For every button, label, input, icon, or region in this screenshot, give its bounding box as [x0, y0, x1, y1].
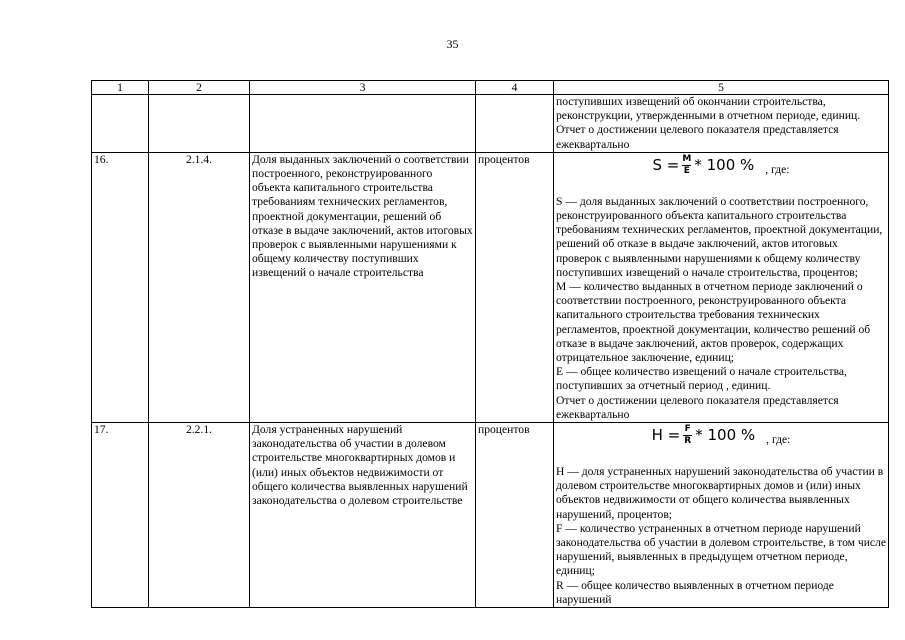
indicator-name: Доля устраненных нарушений законодательства об участии в долевом строительстве многоквартирных домов и (или) иных объектов недвижимости от общего количества выявленных нарушений законодательства о долевом строительстве: [250, 423, 476, 608]
method-paragraph: Отчет о достижении целевого показателя представляется ежеквартально: [556, 393, 839, 421]
table-header-row: [92, 81, 889, 95]
row-number: [92, 95, 149, 153]
method-paragraph: M — количество выданных в отчетном периоде заключений о соответствии построенного, реконструированного объекта капитального строительства требования технических регламентов, проектной документации, количество решений об отказе в выдаче заключений, актов проверок, содержащих отрицательное заключение, единиц;: [556, 280, 871, 365]
indicator-unit: процентов: [476, 152, 554, 422]
table-row: [92, 423, 889, 608]
row-number: 16.: [92, 152, 149, 422]
formula-suffix: , где:: [765, 163, 790, 177]
formula-numerator: M: [682, 153, 692, 164]
header-col-3: 3: [250, 81, 476, 95]
formula-lhs: H =: [651, 426, 681, 445]
formula-numerator: F: [684, 424, 691, 435]
calculation-method: [554, 95, 889, 153]
method-paragraph: R — общее количество выявленных в отчетном периоде нарушений: [556, 578, 834, 606]
indicator-unit: процентов: [476, 423, 554, 608]
method-paragraph: S — доля выданных заключений о соответствии построенного, реконструированного объекта капитального строительства требованиям технических регламентов, проектной документации, решений об отказе в выдаче заключений, актов итоговых проверок с выявленными нарушениями к общему количеству поступивших извещений о начале строительства, процентов;: [556, 194, 883, 279]
method-paragraph: F — количество устраненных в отчетном периоде нарушений законодательства об участии в долевом строительстве, в том числе нарушений, выявленных в предыдущем отчетном периоде, единиц;: [556, 521, 886, 578]
indicator-table: [91, 80, 889, 608]
header-col-2: 2: [149, 81, 250, 95]
formula-lhs: S =: [652, 156, 680, 175]
table-row: [92, 95, 889, 153]
row-code: 2.1.4.: [149, 152, 250, 422]
method-paragraph: E — общее количество извещений о начале строительства, поступивших за отчетный период , единиц.: [556, 365, 847, 393]
indicator-name: Доля выданных заключений о соответствии построенного, реконструированного объекта капитального строительства требованиям технических регламентов, проектной документации, решений об отказе в выдаче заключений, актов итоговых проверок с выявленными нарушениями к общему количеству поступивших извещений о начале строительства: [250, 152, 476, 422]
formula-denominator: R: [684, 436, 692, 447]
header-col-4: 4: [476, 81, 554, 95]
method-paragraph: Отчет о достижении целевого показателя представляется ежеквартально: [556, 123, 839, 151]
formula-fraction: [682, 155, 691, 176]
page-number: 35: [446, 37, 459, 51]
formula-rhs: * 100 %: [695, 426, 756, 445]
row-number: 17.: [92, 423, 149, 608]
row-code: 2.2.1.: [149, 423, 250, 608]
calculation-method: [554, 423, 889, 608]
formula: [556, 155, 886, 195]
formula: [556, 425, 886, 465]
indicator-name: [250, 95, 476, 153]
formula-rhs: * 100 %: [694, 156, 755, 175]
formula-fraction: [683, 425, 692, 446]
table-row: [92, 152, 889, 422]
formula-denominator: E: [683, 165, 690, 176]
header-col-5: 5: [554, 81, 889, 95]
formula-suffix: , где:: [766, 433, 791, 447]
calculation-method: [554, 152, 889, 422]
header-col-1: 1: [92, 81, 149, 95]
indicator-unit: [476, 95, 554, 153]
row-code: [149, 95, 250, 153]
method-paragraph: H — доля устраненных нарушений законодательства об участии в долевом строительстве многоквартирных домов и (или) иных объектов недвижимости от общего количества выявленных нарушений, процентов;: [556, 465, 884, 521]
method-paragraph: поступивших извещений об окончании строительства, реконструкции, утвержденными в отчетном периоде, единиц.: [556, 95, 861, 123]
